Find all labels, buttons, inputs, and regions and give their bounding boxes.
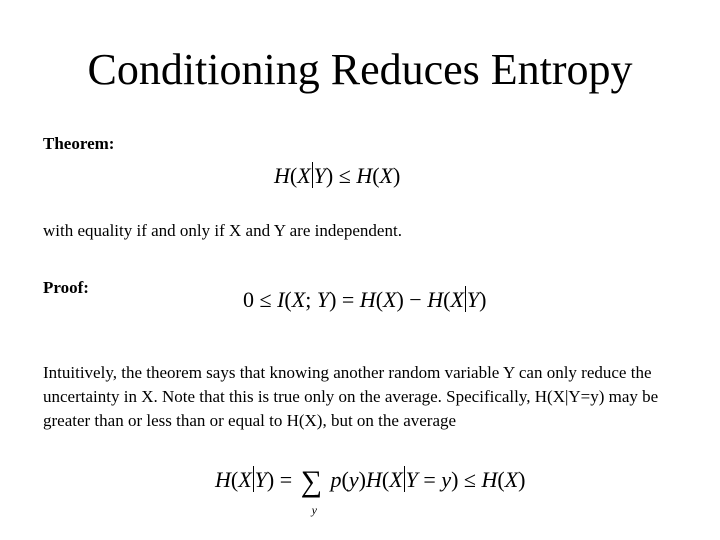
- equality-statement: with equality if and only if X and Y are independent.: [43, 221, 402, 240]
- slide-title: Conditioning Reduces Entropy: [87, 45, 633, 94]
- intuition-paragraph: Intuitively, the theorem says that knowing another random variable Y can only reduce the uncertainty in X. Note that this is true only on the average. Specifically, H(X|Y=y) may be greater than or less than or equal to H(X), but on the average: [43, 363, 659, 430]
- proof-label: Proof:: [43, 278, 89, 297]
- proof-equation: 0 ≤ I(X; Y) = H(X) − H(X Y): [243, 287, 487, 312]
- average-equation: H(X Y) = ∑ y p(y)H(X Y = y) ≤ H(X): [215, 465, 526, 517]
- theorem-label: Theorem:: [43, 134, 115, 153]
- theorem-equation: H(X Y) ≤ H(X): [274, 163, 401, 188]
